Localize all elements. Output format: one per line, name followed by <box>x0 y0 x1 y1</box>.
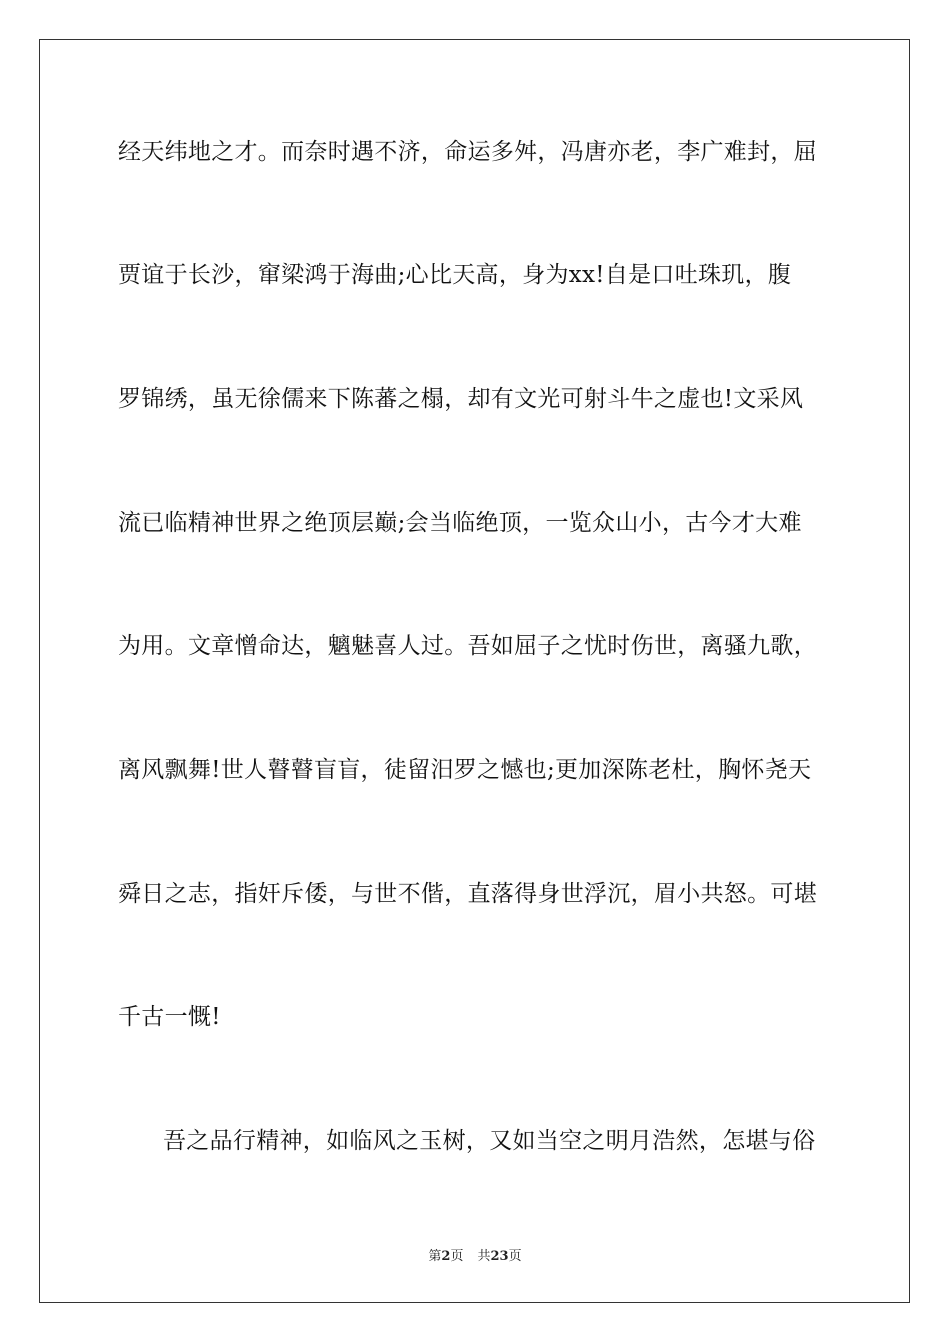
paragraph-start-line: 吾之品行精神，如临风之玉树，又如当空之明月浩然，怎堪与俗 <box>163 1128 816 1154</box>
total-pages-number: 23 <box>490 1249 509 1264</box>
page-label-prefix: 第 <box>428 1249 442 1264</box>
total-label-prefix: 共 <box>477 1249 491 1264</box>
total-label-suffix: 页 <box>508 1249 522 1264</box>
text-line-4: 流已临精神世界之绝顶层巅;会当临绝顶，一览众山小，古今才大难 <box>118 510 802 536</box>
page-footer <box>0 1248 950 1266</box>
page-label-suffix: 页 <box>450 1249 464 1264</box>
text-line-7: 舜日之志，指奸斥倭，与世不偕，直落得身世浮沉，眉小共怒。可堪 <box>118 881 817 907</box>
page-border <box>39 39 910 1303</box>
text-line-5: 为用。文章憎命达，魑魅喜人过。吾如屈子之忧时伤世，离骚九歌， <box>118 633 817 659</box>
text-line-3: 罗锦绣，虽无徐儒来下陈蕃之榻，却有文光可射斗牛之虚也!文采风 <box>118 386 804 412</box>
text-line-8: 千古一慨! <box>118 1004 221 1030</box>
text-line-1: 经天纬地之才。而奈时遇不济，命运多舛，冯唐亦老，李广难封，屈 <box>118 139 817 165</box>
text-line-2: 贾谊于长沙，窜梁鸿于海曲;心比天高，身为xx!自是口吐珠玑，腹 <box>118 262 792 288</box>
current-page-number: 2 <box>441 1249 451 1264</box>
text-line-6: 离风飘舞!世人瞽瞽盲盲，徒留汨罗之憾也;更加深陈老杜，胸怀尧天 <box>118 757 812 783</box>
